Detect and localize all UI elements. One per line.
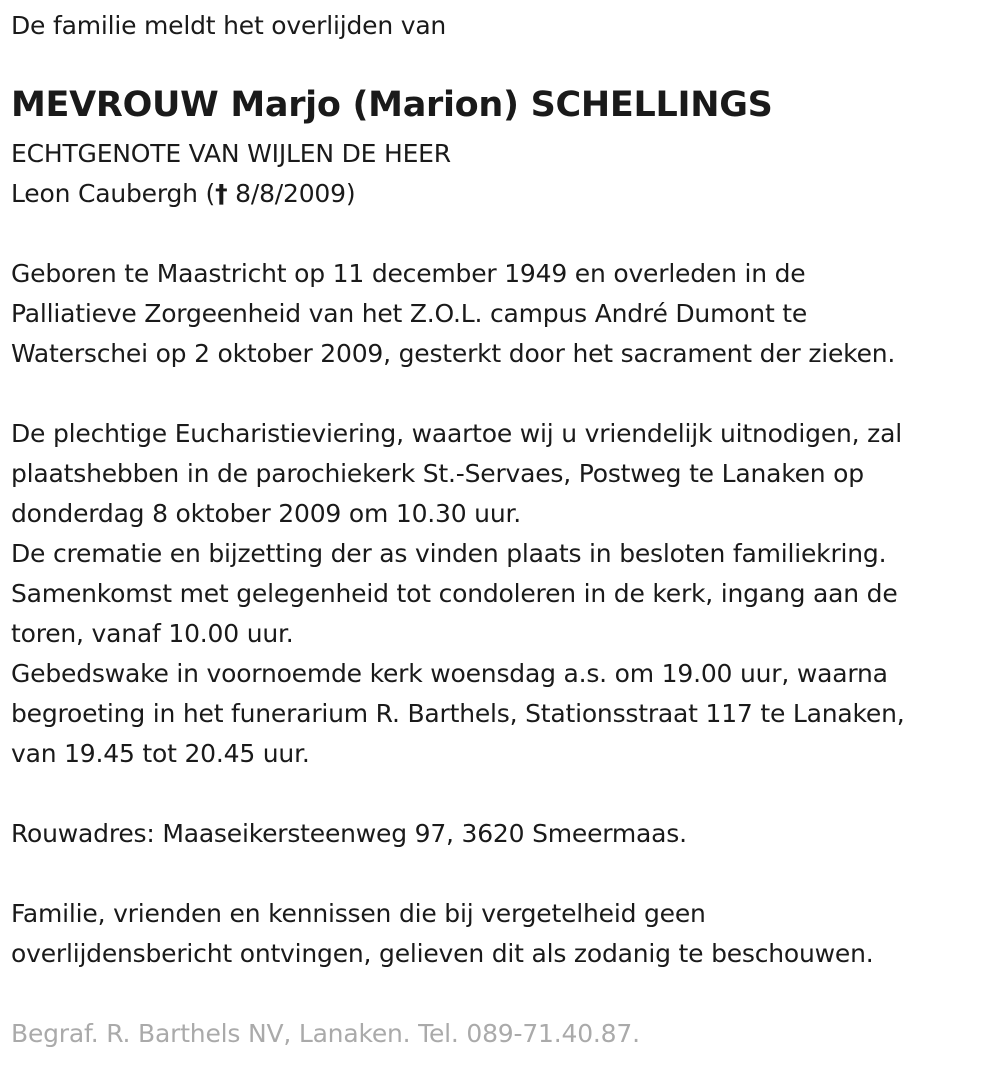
paragraph-line: donderdag 8 oktober 2009 om 10.30 uur. bbox=[11, 499, 522, 528]
spouse-line bbox=[11, 174, 451, 214]
paragraph-line: plaatshebben in de parochiekerk St.-Servaes, Postweg te Lanaken op bbox=[11, 459, 864, 488]
spouse-title: ECHTGENOTE VAN WIJLEN DE HEER bbox=[11, 139, 451, 168]
paragraph-line: Samenkomst met gelegenheid tot condoleren in de kerk, ingang aan de bbox=[11, 579, 898, 608]
ceremony-paragraph bbox=[11, 414, 904, 774]
birth-death-paragraph bbox=[11, 254, 895, 374]
spouse-name: Leon Caubergh ( bbox=[11, 179, 216, 208]
intro-text: De familie meldt het overlijden van bbox=[11, 11, 447, 40]
paragraph-line: Waterschei op 2 oktober 2009, gesterkt door het sacrament der zieken. bbox=[11, 339, 896, 368]
mourning-address: Rouwadres: Maaseikersteenweg 97, 3620 Smeermaas. bbox=[11, 819, 687, 848]
paragraph-line: Geboren te Maastricht op 11 december 1949 en overleden in de bbox=[11, 259, 806, 288]
funeral-director-footer: Begraf. R. Barthels NV, Lanaken. Tel. 089-71.40.87. bbox=[11, 1019, 640, 1048]
paragraph-line: De crematie en bijzetting der as vinden plaats in besloten familiekring. bbox=[11, 539, 887, 568]
paragraph-line: begroeting in het funerarium R. Barthels, Stationsstraat 117 te Lanaken, bbox=[11, 699, 905, 728]
paragraph-line: Palliatieve Zorgeenheid van het Z.O.L. campus André Dumont te bbox=[11, 299, 808, 328]
spouse-block bbox=[11, 134, 451, 214]
paragraph-line: De plechtige Eucharistieviering, waartoe wij u vriendelijk uitnodigen, zal bbox=[11, 419, 902, 448]
paragraph-line: toren, vanaf 10.00 uur. bbox=[11, 619, 294, 648]
paragraph-line: overlijdensbericht ontvingen, gelieven dit als zodanig te beschouwen. bbox=[11, 939, 874, 968]
deceased-name: MEVROUW Marjo (Marion) SCHELLINGS bbox=[11, 85, 773, 125]
paragraph-line: Familie, vrienden en kennissen die bij vergetelheid geen bbox=[11, 899, 706, 928]
paragraph-line: Gebedswake in voornoemde kerk woensdag a.s. om 19.00 uur, waarna bbox=[11, 659, 888, 688]
notice-paragraph bbox=[11, 894, 874, 974]
spouse-death-date: 8/8/2009) bbox=[227, 179, 356, 208]
paragraph-line: van 19.45 tot 20.45 uur. bbox=[11, 739, 310, 768]
cross-icon: † bbox=[215, 179, 228, 208]
